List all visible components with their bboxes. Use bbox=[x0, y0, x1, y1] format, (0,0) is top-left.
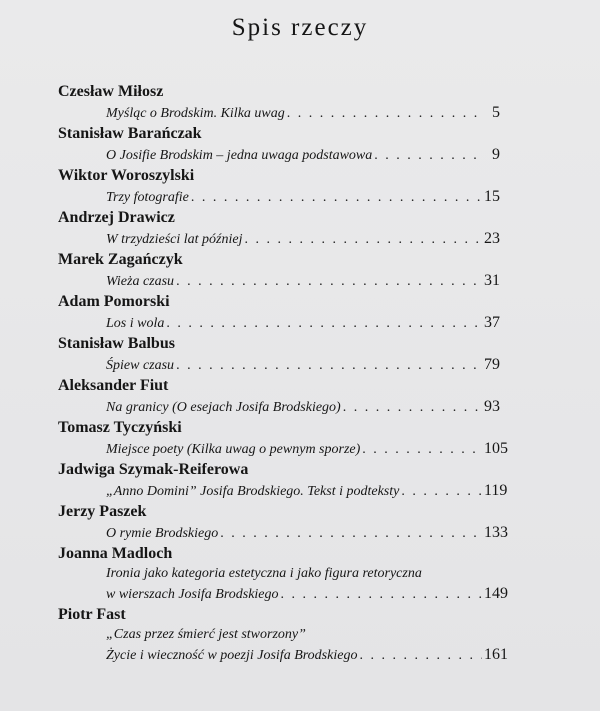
entry-title: w wierszach Josifa Brodskiego bbox=[106, 587, 279, 602]
entry-title: Śpiew czasu bbox=[106, 358, 175, 373]
dot-leader bbox=[374, 145, 482, 167]
entry-author: Stanisław Balbus bbox=[58, 335, 175, 352]
dot-leader bbox=[281, 584, 482, 606]
entry-work bbox=[58, 270, 500, 292]
entry-author: Piotr Fast bbox=[58, 606, 126, 623]
entry-page-number: 161 bbox=[484, 646, 508, 663]
entry-work bbox=[58, 312, 500, 334]
entry-work bbox=[58, 186, 500, 208]
toc-entry bbox=[58, 124, 500, 166]
entry-page-number: 9 bbox=[492, 146, 500, 163]
dot-leader bbox=[401, 481, 482, 503]
entry-work bbox=[58, 102, 500, 124]
entry-author: Joanna Madloch bbox=[58, 545, 173, 562]
entry-title: O Josifie Brodskim – jedna uwaga podstawowa bbox=[106, 148, 373, 163]
toc-entry bbox=[58, 376, 500, 418]
dot-leader bbox=[176, 271, 482, 293]
dot-leader bbox=[220, 523, 482, 545]
toc-entry bbox=[58, 166, 500, 208]
entry-author: Jadwiga Szymak-Reiferowa bbox=[58, 461, 249, 478]
entry-work bbox=[58, 480, 508, 502]
entry-page-number: 37 bbox=[484, 314, 500, 331]
entry-title: Los i wola bbox=[106, 316, 165, 331]
entry-author: Jerzy Paszek bbox=[58, 503, 147, 520]
dot-leader bbox=[166, 313, 482, 335]
dot-leader bbox=[359, 645, 482, 667]
entry-page-number: 23 bbox=[484, 230, 500, 247]
entry-work bbox=[58, 228, 500, 250]
entry-author: Wiktor Woroszylski bbox=[58, 167, 195, 184]
toc-entry bbox=[58, 544, 508, 605]
entry-page-number: 133 bbox=[484, 524, 508, 541]
entry-page-number: 5 bbox=[492, 104, 500, 121]
entry-author: Adam Pomorski bbox=[58, 293, 170, 310]
entry-page-number: 149 bbox=[484, 585, 508, 602]
entry-author: Tomasz Tyczyński bbox=[58, 419, 182, 436]
dot-leader bbox=[362, 439, 482, 461]
dot-leader bbox=[287, 103, 482, 125]
table-of-contents bbox=[58, 82, 508, 666]
entry-work bbox=[58, 564, 508, 605]
toc-entry bbox=[58, 292, 500, 334]
entry-page-number: 93 bbox=[484, 398, 500, 415]
entry-page-number: 31 bbox=[484, 272, 500, 289]
entry-title: Wieża czasu bbox=[106, 274, 175, 289]
entry-page-number: 105 bbox=[484, 440, 508, 457]
entry-work bbox=[58, 144, 500, 166]
entry-title: Życie i wieczność w poezji Josifa Brodskiego bbox=[106, 648, 358, 663]
entry-title: O rymie Brodskiego bbox=[106, 526, 219, 541]
entry-title: Myśląc o Brodskim. Kilka uwag bbox=[106, 106, 285, 121]
toc-entry bbox=[58, 460, 508, 502]
toc-entry bbox=[58, 82, 500, 124]
entry-work bbox=[58, 438, 508, 460]
toc-entry bbox=[58, 250, 500, 292]
dot-leader bbox=[343, 397, 482, 419]
entry-author: Stanisław Barańczak bbox=[58, 125, 202, 142]
entry-page-number: 15 bbox=[484, 188, 500, 205]
dot-leader bbox=[176, 355, 482, 377]
toc-entry bbox=[58, 418, 508, 460]
entry-author: Aleksander Fiut bbox=[58, 377, 169, 394]
entry-author: Andrzej Drawicz bbox=[58, 209, 175, 226]
page-title: Spis rzeczy bbox=[231, 14, 369, 41]
entry-work bbox=[58, 396, 500, 418]
entry-author: Marek Zagańczyk bbox=[58, 251, 183, 268]
entry-title: Miejsce poety (Kilka uwag o pewnym sporze) bbox=[106, 442, 361, 457]
dot-leader bbox=[245, 229, 483, 251]
entry-author: Czesław Miłosz bbox=[58, 83, 164, 100]
entry-title: Na granicy (O esejach Josifa Brodskiego) bbox=[106, 400, 341, 415]
entry-work bbox=[58, 354, 500, 376]
toc-entry bbox=[58, 605, 508, 666]
entry-page-number: 119 bbox=[484, 482, 508, 499]
toc-entry bbox=[58, 334, 500, 376]
entry-title: „Anno Domini” Josifa Brodskiego. Tekst i podteksty bbox=[106, 484, 400, 499]
entry-title-line: „Czas przez śmierć jest stworzony” bbox=[106, 627, 306, 642]
entry-title-line: Ironia jako kategoria estetyczna i jako figura retoryczna bbox=[106, 566, 422, 581]
toc-entry bbox=[58, 502, 508, 544]
entry-title: Trzy fotografie bbox=[106, 190, 189, 205]
entry-title: W trzydzieści lat później bbox=[106, 232, 243, 247]
toc-entry bbox=[58, 208, 500, 250]
dot-leader bbox=[191, 187, 482, 209]
entry-work bbox=[58, 625, 508, 666]
entry-page-number: 79 bbox=[484, 356, 500, 373]
entry-work bbox=[58, 522, 508, 544]
